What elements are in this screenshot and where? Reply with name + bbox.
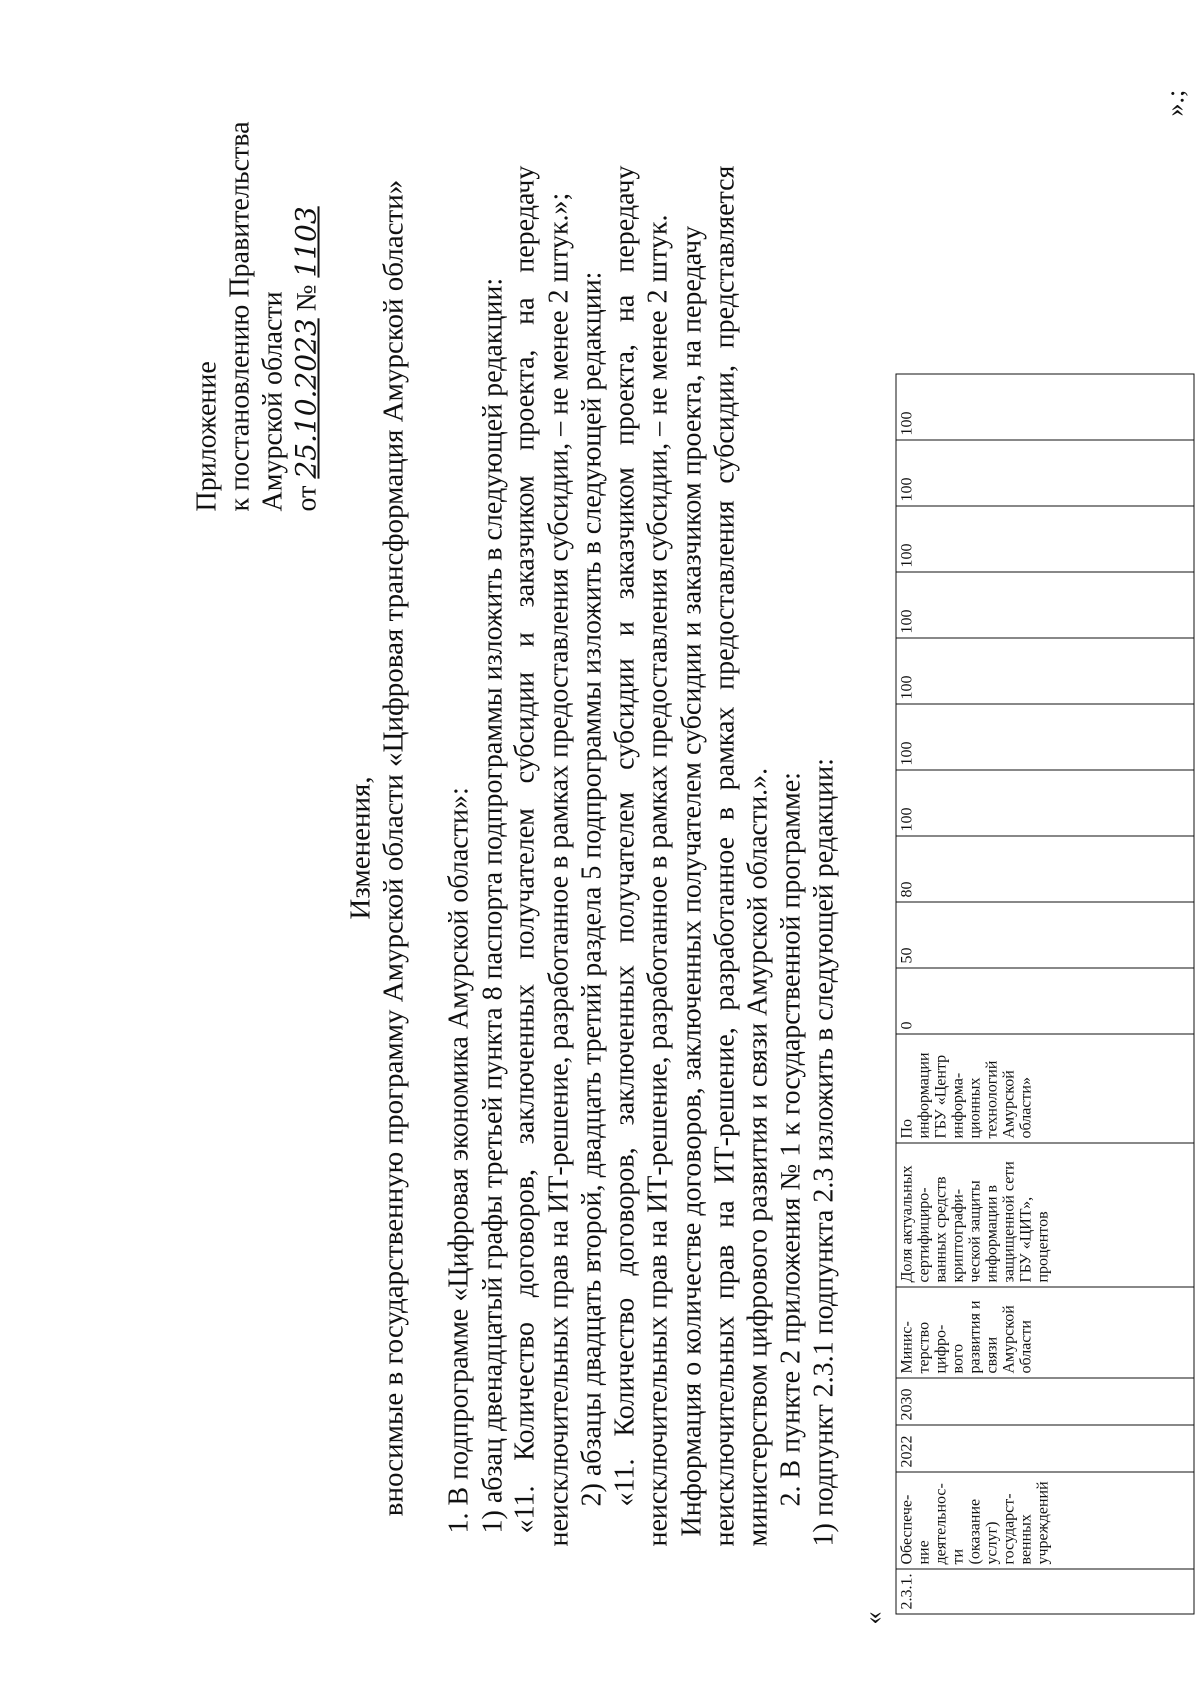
value-cell: 100 bbox=[896, 440, 1194, 506]
word: Количество bbox=[609, 1297, 641, 1437]
appendix-line-3: Амурской области bbox=[257, 291, 289, 512]
cell-start-year: 2022 bbox=[896, 1425, 1194, 1472]
word: договоров, bbox=[509, 1168, 541, 1298]
number-label: № bbox=[291, 284, 323, 312]
value-cell: 100 bbox=[896, 704, 1194, 770]
document-page bbox=[1, 0, 1200, 1697]
cell-num: 2.3.1. bbox=[896, 1569, 1194, 1614]
item-2: 2. В пункте 2 приложения № 1 к государственной программе: bbox=[775, 772, 807, 1507]
word: договоров, bbox=[609, 1147, 641, 1276]
value-cell: 80 bbox=[896, 836, 1194, 902]
word: «11. bbox=[609, 1458, 641, 1507]
info-line-1: Информация о количестве договоров, заключенных получателем субсидии и заказчиком проекта, на передачу bbox=[676, 225, 708, 1537]
word: и bbox=[509, 632, 541, 648]
item-1-2: 2) абзацы двадцать второй, двадцать третий раздела 5 подпрограммы изложить в следующей редакции: bbox=[576, 271, 608, 1507]
word: предоставления bbox=[709, 500, 741, 690]
word: получателем bbox=[609, 791, 641, 944]
cell-executor: Минис- терство цифро- вого развития и связи Амурской области bbox=[896, 1287, 1194, 1378]
handwritten-date: 25.10.2023 bbox=[289, 318, 323, 479]
table-row bbox=[896, 374, 1194, 1614]
word: рамках bbox=[709, 706, 741, 791]
word: ИТ-решение, bbox=[709, 1027, 741, 1184]
word: в bbox=[709, 807, 741, 821]
word: заказчиком bbox=[509, 475, 541, 608]
appendix-block bbox=[191, 121, 324, 511]
value-cell: 100 bbox=[896, 638, 1194, 704]
word: проекта, bbox=[509, 349, 541, 451]
quote-1-justified-line bbox=[510, 166, 542, 1534]
word: неисключительных bbox=[709, 1315, 741, 1547]
cell-indicator: Доля актуальных сертифициро- ванных средств криптографи- ческой защиты информации в защищенной сети ГБУ «ЦИТ», процентов bbox=[896, 1143, 1194, 1287]
cell-end-year: 2030 bbox=[896, 1378, 1194, 1425]
word: на bbox=[509, 297, 541, 325]
word: субсидии, bbox=[709, 365, 741, 484]
close-quote: ».; bbox=[1160, 89, 1190, 117]
quote-2-end: неисключительных прав на ИТ-решение, разработанное в рамках предоставления субсидии, – не менее 2 штук. bbox=[642, 214, 674, 1547]
word: и bbox=[609, 621, 641, 637]
word: прав bbox=[709, 1244, 741, 1300]
word: представляется bbox=[709, 165, 741, 349]
word: «11. bbox=[509, 1485, 541, 1534]
item-2-1: 1) подпункт 2.3.1 подпункта 2.3 изложить в следующей редакции: bbox=[808, 758, 840, 1547]
heading-subtitle: вносимые в государственную программу Амурской области «Цифровая трансформация Амурской области» bbox=[377, 179, 410, 1517]
appendix-line-2: к постановлению Правительства bbox=[224, 121, 256, 512]
appendix-date-line bbox=[290, 121, 324, 511]
word: субсидии bbox=[609, 658, 641, 770]
value-cell: 100 bbox=[896, 374, 1194, 440]
quote-1-end: неисключительных прав на ИТ-решение, разработанное в рамках предоставления субсидии, – не менее 2 штук.»; bbox=[543, 192, 575, 1547]
word: заключенных bbox=[509, 984, 541, 1145]
value-cell: 50 bbox=[896, 902, 1194, 968]
open-quote: « bbox=[858, 1611, 888, 1625]
word: субсидии bbox=[509, 671, 541, 784]
quote-2-justified-line bbox=[610, 166, 642, 1507]
info-end: министерством цифрового развития и связи Амурской области.». bbox=[742, 767, 774, 1547]
word: проекта, bbox=[609, 344, 641, 446]
word: Количество bbox=[509, 1322, 541, 1461]
from-label: от bbox=[291, 485, 323, 512]
item-1: 1. В подпрограмме «Цифровая экономика Амурской области»: bbox=[443, 787, 475, 1534]
info-justified-line bbox=[710, 166, 742, 1547]
value-cell: 100 bbox=[896, 572, 1194, 638]
heading-title: Изменения, bbox=[344, 776, 377, 920]
word: заключенных bbox=[609, 965, 641, 1126]
value-cell: 0 bbox=[896, 968, 1194, 1034]
value-cell: 100 bbox=[896, 770, 1194, 836]
cell-name: Обеспече- ние деятельнос- ти (оказание услуг) государст- венных учреждений bbox=[896, 1472, 1194, 1569]
word: на bbox=[709, 1200, 741, 1228]
word: передачу bbox=[609, 165, 641, 273]
value-cell: 100 bbox=[896, 506, 1194, 572]
handwritten-number: 1103 bbox=[289, 206, 323, 278]
word: на bbox=[609, 294, 641, 323]
item-1-1: 1) абзац двенадцатый графы третьей пункта 8 паспорта подпрограммы изложить в следующей редакции: bbox=[477, 277, 509, 1534]
word: передачу bbox=[509, 165, 541, 273]
word: разработанное bbox=[709, 837, 741, 1011]
program-table bbox=[896, 374, 1195, 1615]
word: заказчиком bbox=[609, 467, 641, 600]
word: получателем bbox=[509, 808, 541, 960]
appendix-line-1: Приложение bbox=[191, 361, 223, 512]
cell-source: По информации ГБУ «Центр информа- ционных технологий Амурской области» bbox=[896, 1034, 1194, 1143]
